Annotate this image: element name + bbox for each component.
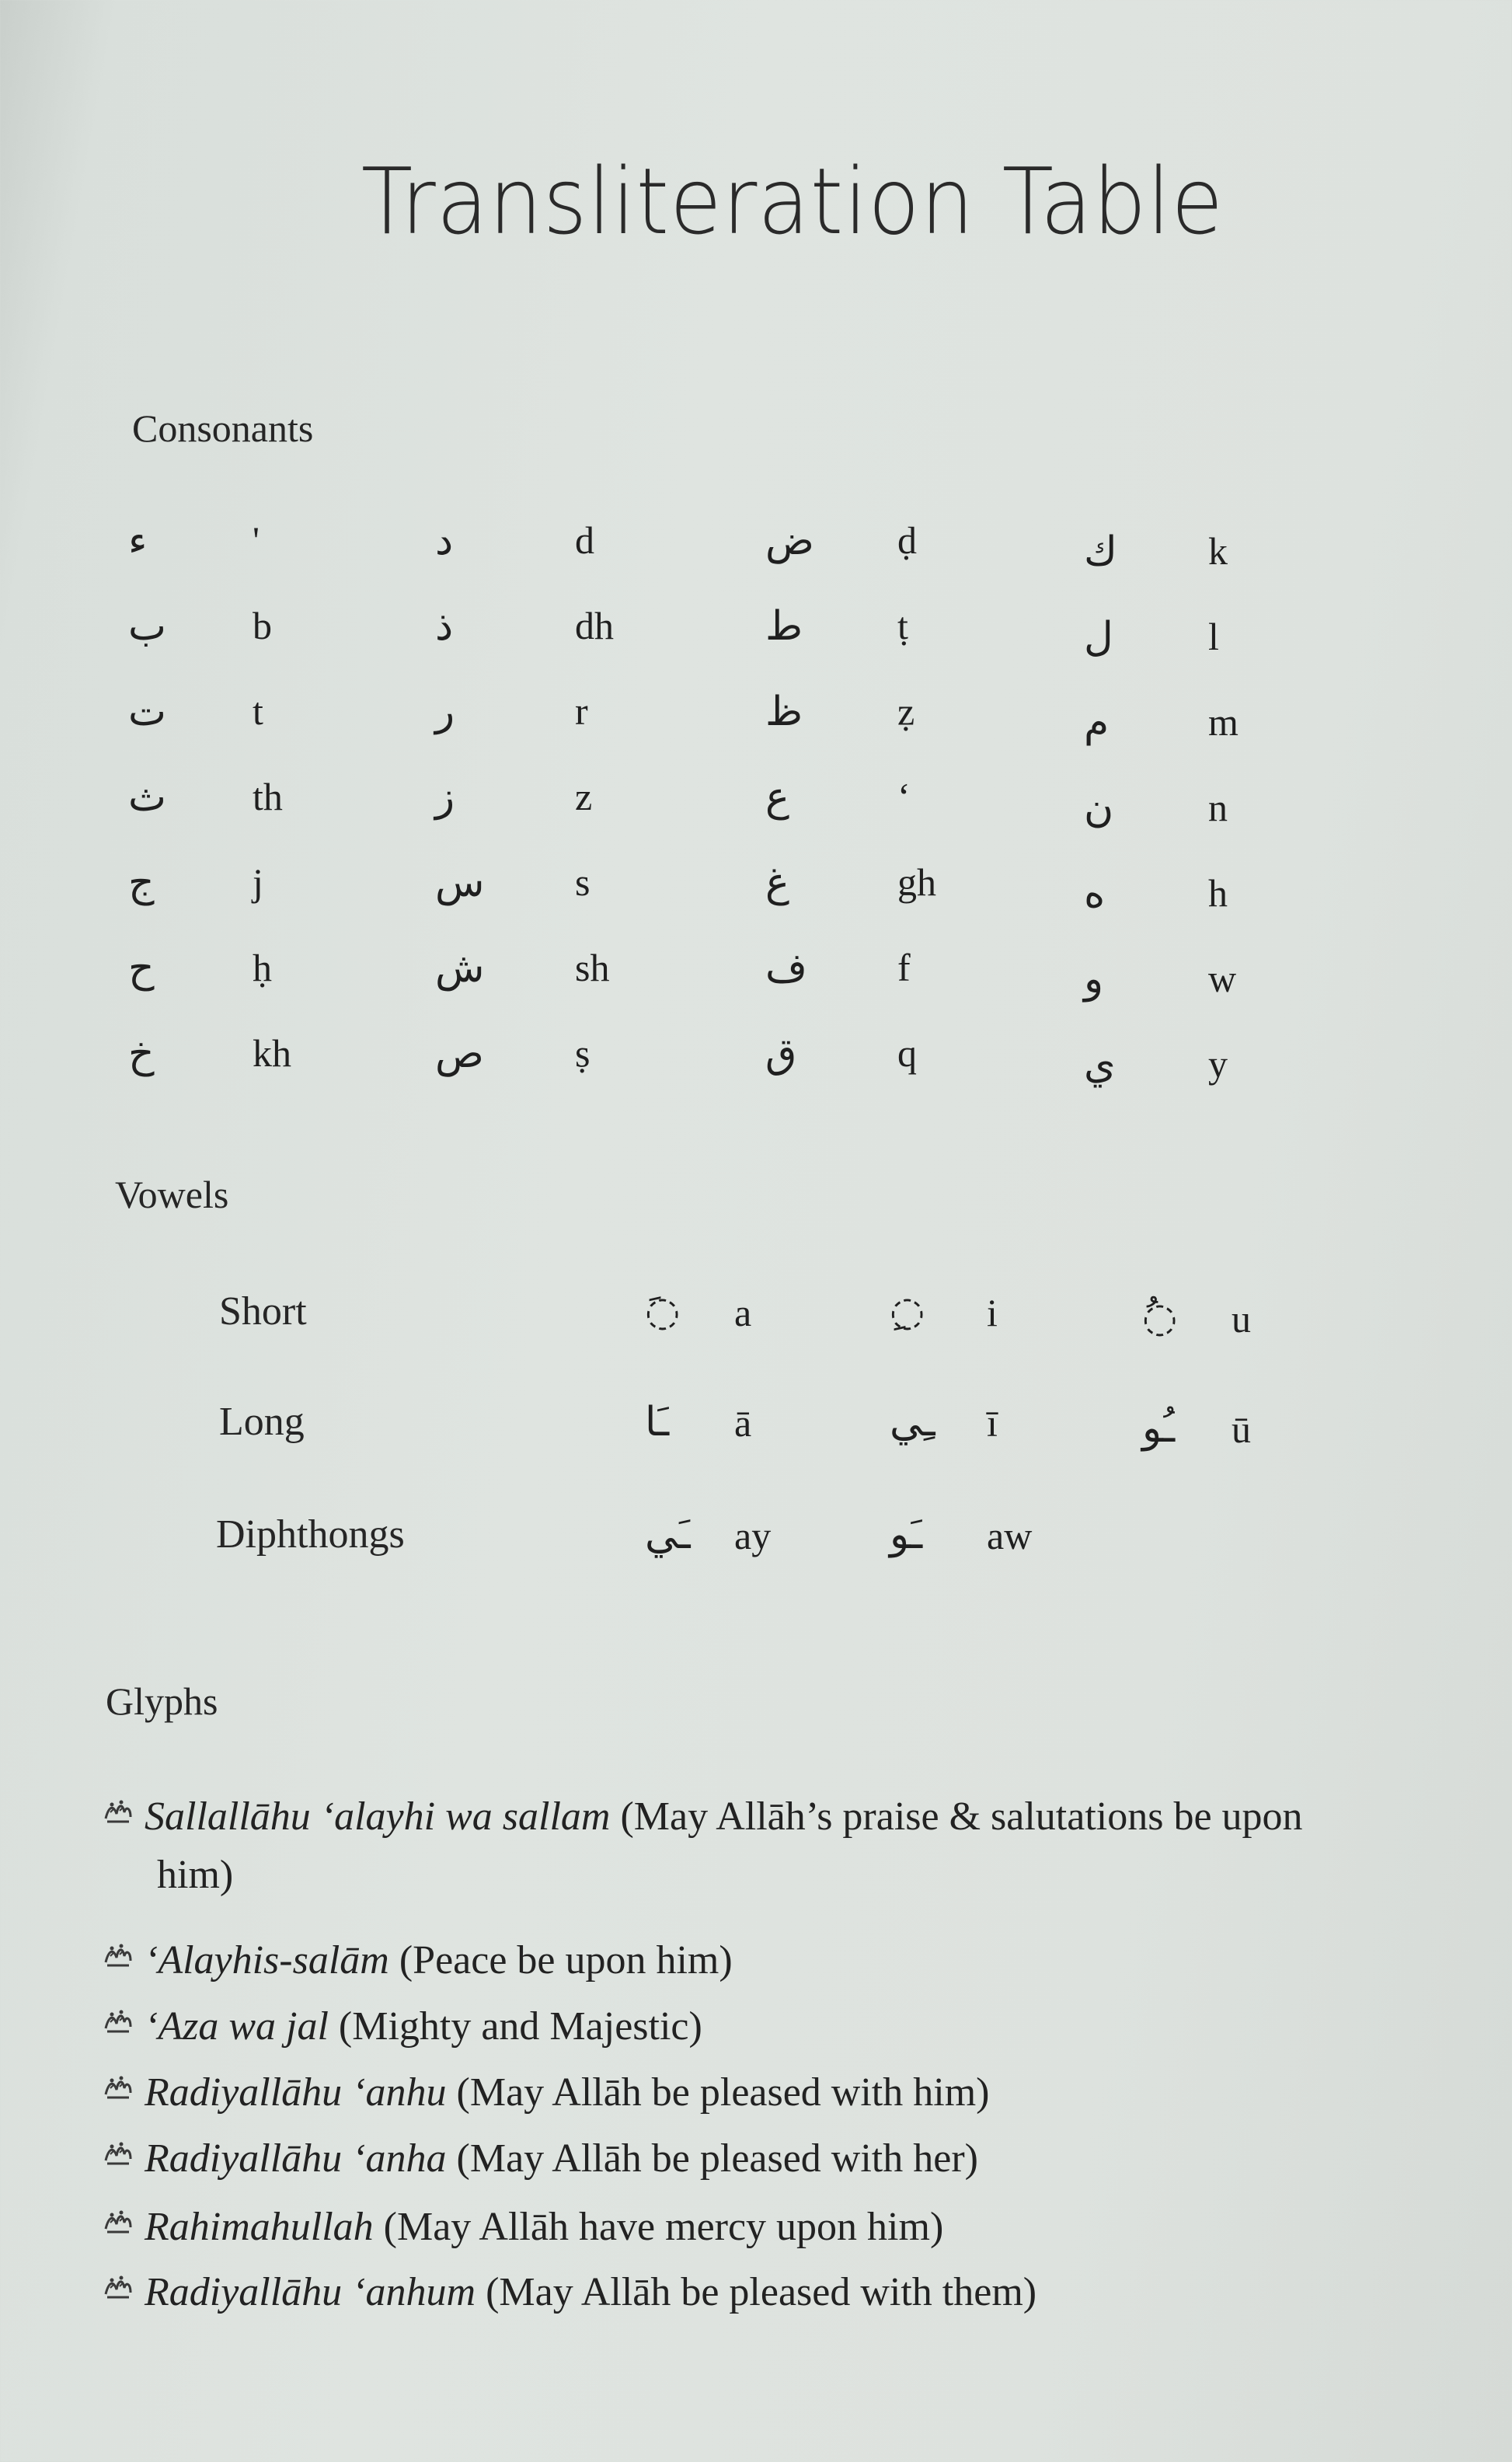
vowel-label: Short bbox=[219, 1289, 307, 1334]
consonant-transliteration: gh bbox=[897, 860, 936, 904]
vowel-transliteration: ū bbox=[1232, 1407, 1251, 1451]
consonant-transliteration: m bbox=[1208, 700, 1239, 744]
consonant-transliteration: h bbox=[1208, 871, 1228, 915]
glyph-term: Radiyallāhu ‘anha bbox=[145, 2136, 447, 2181]
calligraphy-seal-icon bbox=[103, 2274, 134, 2300]
vowel-transliteration: ī bbox=[987, 1401, 998, 1445]
consonant-transliteration: q bbox=[897, 1031, 917, 1075]
consonant-arabic: ر bbox=[435, 689, 455, 735]
consonant-arabic: ذ bbox=[435, 603, 454, 650]
calligraphy-seal-icon bbox=[103, 2209, 134, 2235]
consonant-arabic: ت bbox=[128, 689, 166, 735]
consonant-arabic: ي bbox=[1084, 1041, 1116, 1088]
consonant-arabic: ف bbox=[765, 945, 807, 992]
glyph-item bbox=[103, 2129, 1439, 2188]
glyph-term: Radiyallāhu ‘anhum bbox=[145, 2270, 476, 2314]
glyph-meaning: (May Allāh’s praise & salutations be upon bbox=[620, 1794, 1303, 1839]
vowel-arabic: ◌ُ bbox=[1142, 1295, 1178, 1341]
consonant-transliteration: l bbox=[1208, 615, 1219, 658]
consonant-arabic: ل bbox=[1084, 614, 1113, 661]
consonant-transliteration: s bbox=[575, 860, 591, 904]
consonant-arabic: ع bbox=[765, 774, 790, 821]
calligraphy-seal-icon bbox=[103, 2140, 134, 2167]
consonant-arabic: ث bbox=[128, 774, 166, 821]
consonant-arabic: ط bbox=[765, 603, 803, 650]
consonant-arabic: ء bbox=[128, 518, 148, 564]
consonant-transliteration: d bbox=[575, 518, 594, 562]
glyph-term: Rahimahullah bbox=[145, 2205, 374, 2249]
glyph-meaning: (Mighty and Majestic) bbox=[338, 2004, 702, 2049]
vowel-label: Diphthongs bbox=[216, 1512, 405, 1557]
vowel-transliteration: ā bbox=[734, 1401, 752, 1445]
consonant-arabic: ز bbox=[435, 774, 455, 821]
consonant-arabic: ج bbox=[128, 860, 155, 906]
glyph-meaning: (May Allāh be pleased with them) bbox=[486, 2270, 1037, 2314]
consonant-transliteration: ẓ bbox=[897, 689, 915, 733]
consonant-transliteration: ' bbox=[253, 518, 260, 562]
calligraphy-seal-icon bbox=[103, 2074, 134, 2101]
consonant-arabic: س bbox=[435, 860, 485, 906]
consonant-transliteration: ‘ bbox=[897, 775, 911, 818]
glyph-item bbox=[103, 1997, 1439, 2056]
consonant-transliteration: sh bbox=[575, 946, 610, 989]
consonant-transliteration: y bbox=[1208, 1042, 1228, 1086]
vowel-transliteration: ay bbox=[734, 1514, 772, 1557]
consonant-arabic: ق bbox=[765, 1030, 797, 1077]
consonant-transliteration: n bbox=[1208, 786, 1228, 829]
consonant-transliteration: ḥ bbox=[253, 946, 272, 989]
vowel-arabic: ـَي bbox=[645, 1512, 691, 1558]
glyph-item bbox=[103, 1787, 1439, 1905]
consonant-arabic: د bbox=[435, 518, 454, 564]
consonant-arabic: م bbox=[1084, 699, 1110, 746]
glyph-meaning: (May Allāh have mercy upon him) bbox=[383, 2205, 944, 2249]
calligraphy-seal-icon bbox=[103, 1798, 134, 1825]
vowel-label: Long bbox=[219, 1400, 305, 1444]
glyph-item bbox=[103, 1931, 1439, 1989]
vowel-arabic: ◌ِ bbox=[890, 1289, 925, 1335]
vowel-arabic: ـُو bbox=[1142, 1405, 1176, 1452]
consonants-heading: Consonants bbox=[132, 406, 314, 450]
consonant-transliteration: ḍ bbox=[897, 518, 917, 562]
consonant-arabic: خ bbox=[128, 1030, 155, 1077]
consonant-transliteration: ṣ bbox=[575, 1031, 591, 1075]
vowel-transliteration: i bbox=[987, 1291, 998, 1334]
page-title: Transliteration Table bbox=[361, 148, 1225, 255]
glyph-item bbox=[103, 2263, 1439, 2321]
vowel-transliteration: a bbox=[734, 1291, 752, 1334]
vowels-heading: Vowels bbox=[115, 1173, 229, 1216]
calligraphy-seal-icon bbox=[103, 1942, 134, 1969]
consonant-transliteration: w bbox=[1208, 957, 1237, 1000]
glyph-term: Sallallāhu ‘alayhi wa sallam bbox=[145, 1794, 611, 1839]
vowel-transliteration: u bbox=[1232, 1297, 1251, 1341]
glyph-meaning: (Peace be upon him) bbox=[399, 1938, 733, 1983]
consonant-transliteration: r bbox=[575, 689, 588, 733]
consonant-arabic: ن bbox=[1084, 785, 1114, 832]
consonant-arabic: ب bbox=[128, 603, 166, 650]
consonant-arabic: ص bbox=[435, 1030, 484, 1077]
consonant-arabic: ش bbox=[435, 945, 485, 992]
consonant-transliteration: j bbox=[253, 860, 263, 904]
consonant-arabic: غ bbox=[765, 860, 790, 906]
consonant-transliteration: kh bbox=[253, 1031, 291, 1075]
glyph-meaning-continuation: him) bbox=[157, 1853, 234, 1898]
glyph-meaning: (May Allāh be pleased with him) bbox=[456, 2070, 990, 2115]
vowel-arabic: ـَا bbox=[645, 1399, 670, 1445]
consonant-arabic: ك bbox=[1084, 528, 1117, 575]
vowel-arabic: ◌َ bbox=[645, 1289, 681, 1335]
glyph-term: ‘Alayhis-salām bbox=[145, 1938, 389, 1983]
glyph-meaning: (May Allāh be pleased with her) bbox=[456, 2136, 978, 2181]
consonant-transliteration: th bbox=[253, 775, 283, 818]
consonant-transliteration: b bbox=[253, 604, 272, 647]
consonant-arabic: ظ bbox=[765, 689, 803, 735]
calligraphy-seal-icon bbox=[103, 2008, 134, 2035]
glyph-item bbox=[103, 2063, 1439, 2122]
consonant-arabic: و bbox=[1084, 956, 1104, 1003]
glyph-item bbox=[103, 2198, 1439, 2256]
consonant-transliteration: dh bbox=[575, 604, 614, 647]
consonant-transliteration: k bbox=[1208, 529, 1228, 573]
vowel-arabic: ـِي bbox=[890, 1399, 935, 1445]
glyph-term: ‘Aza wa jal bbox=[145, 2004, 329, 2049]
vowel-transliteration: aw bbox=[987, 1514, 1033, 1557]
consonant-arabic: ض bbox=[765, 518, 814, 564]
consonant-arabic: ه bbox=[1084, 870, 1106, 917]
consonant-transliteration: f bbox=[897, 946, 911, 989]
glyphs-heading: Glyphs bbox=[106, 1679, 218, 1723]
glyph-term: Radiyallāhu ‘anhu bbox=[145, 2070, 447, 2115]
consonant-arabic: ح bbox=[128, 945, 155, 992]
vowel-arabic: ـَو bbox=[890, 1512, 923, 1558]
consonant-transliteration: t bbox=[253, 689, 263, 733]
consonant-transliteration: z bbox=[575, 775, 593, 818]
consonant-transliteration: ṭ bbox=[897, 604, 908, 647]
